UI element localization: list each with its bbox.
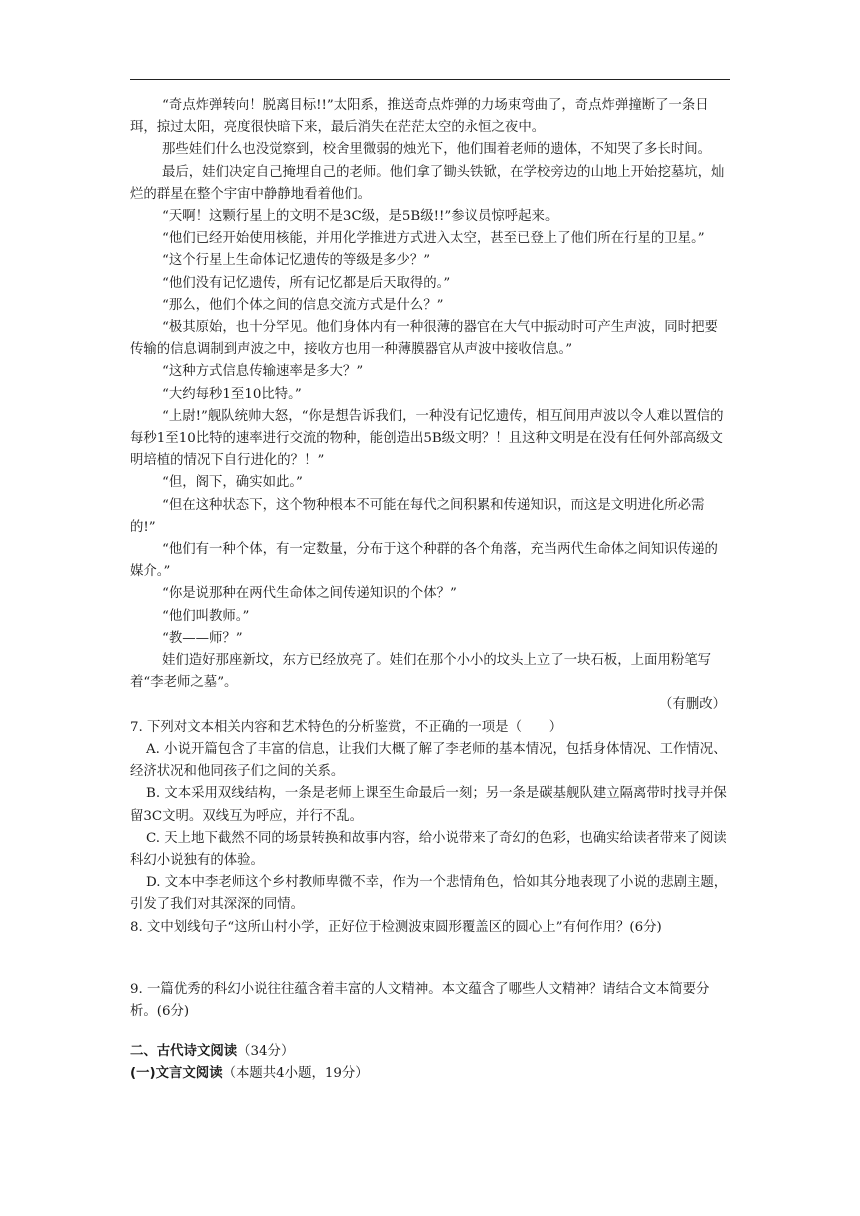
document-body bbox=[130, 95, 730, 1086]
section-title: 二、古代诗文阅读 bbox=[130, 1044, 238, 1060]
section-note: （34分） bbox=[237, 1044, 295, 1060]
subsection-title: (一)文言文阅读 bbox=[130, 1066, 223, 1082]
question-8: 8. 文中划线句子“这所山村小学，正好位于检测波束圆形覆盖区的圆心上”有何作用？(6分) bbox=[130, 919, 662, 935]
subsection-heading bbox=[130, 1063, 730, 1085]
option-b: B. 文本采用双线结构，一条是老师上课至生命最后一刻；另一条是碳基舰队建立隔离带时找寻并保留3C文明。双线互为呼应，并行不乱。 bbox=[130, 786, 727, 824]
story-paragraph: “但，阁下，确实如此。” bbox=[162, 475, 303, 491]
story-paragraph: “那么，他们个体之间的信息交流方式是什么？” bbox=[162, 297, 444, 313]
option-a: A. 小说开篇包含了丰富的信息，让我们大概了解了李老师的基本情况，包括身体情况、工作情况、经济状况和他同孩子们之间的关系。 bbox=[130, 741, 727, 780]
story-paragraph: “极其原始，也十分罕见。他们身体内有一种很薄的器官在大气中振动时可产生声波，同时把要传输的信息调制到声波之中，接收方也用一种薄膜器官从声波中接收信息。” bbox=[130, 320, 718, 358]
option-c: C. 天上地下截然不同的场景转换和故事内容，给小说带来了奇幻的色彩，也确实给读者带来了阅读科幻小说独有的体验。 bbox=[130, 830, 727, 868]
subsection-note: （本题共4小题，19分） bbox=[222, 1066, 369, 1082]
section-heading bbox=[130, 1041, 730, 1063]
story-paragraph: “这个行星上生命体记忆遗传的等级是多少？” bbox=[162, 253, 431, 269]
story-paragraph: “但在这种状态下，这个物种根本不可能在每代之间积累和传递知识，而这是文明进化所必需的!” bbox=[130, 497, 705, 535]
story-paragraph: “这种方式信息传输速率是多大？” bbox=[162, 364, 364, 380]
question-9: 9. 一篇优秀的科幻小说往往蕴含着丰富的人文精神。本文蕴含了哪些人文精神？请结合文本简要分析。(6分) bbox=[130, 981, 710, 1019]
story-paragraph: 那些娃们什么也没觉察到，校舍里微弱的烛光下，他们围着老师的遗体，不知哭了多长时间。 bbox=[162, 142, 712, 158]
story-paragraph: “奇点炸弹转向！脱离目标!!”太阳系，推送奇点炸弹的力场束弯曲了，奇点炸弹撞断了一条日珥，掠过太阳，亮度很快暗下来，最后消失在茫茫太空的永恒之夜中。 bbox=[130, 98, 709, 136]
story-text bbox=[130, 95, 730, 694]
answer-space bbox=[130, 939, 730, 979]
header-rule bbox=[130, 79, 730, 80]
story-paragraph: “你是说那种在两代生命体之间传递知识的个体？” bbox=[162, 586, 457, 602]
story-paragraph: “上尉!”舰队统帅大怒，“你是想告诉我们，一种没有记忆遗传，相互间用声波以令人难以置信的每秒1至10比特的速率进行交流的物种，能创造出5B级文明？！且这种文明是在没有任何外部高级文明培植的情况下自行进化的？！” bbox=[130, 408, 724, 469]
story-paragraph: 最后，娃们决定自己掩埋自己的老师。他们拿了锄头铁锨，在学校旁边的山地上开始挖墓坑，灿烂的群星在整个宇宙中静静地看着他们。 bbox=[130, 164, 725, 202]
question-stem: 7. 下列对文本相关内容和艺术特色的分析鉴赏，不正确的一项是（ ） bbox=[130, 719, 563, 735]
source-note: （有删改） bbox=[659, 697, 726, 713]
answer-space bbox=[130, 1023, 730, 1041]
story-paragraph: “大约每秒1至10比特。” bbox=[162, 386, 302, 402]
story-paragraph: 娃们造好那座新坟，东方已经放亮了。娃们在那个小小的坟头上立了一块石板，上面用粉笔写着“李老师之墓”。 bbox=[130, 653, 712, 691]
story-paragraph: “天啊！这颗行星上的文明不是3C级，是5B级!!”参议员惊呼起来。 bbox=[162, 209, 559, 225]
story-paragraph: “他们叫教师。” bbox=[162, 608, 250, 624]
story-paragraph: “教——师？” bbox=[162, 630, 243, 646]
story-paragraph: “他们没有记忆遗传，所有记忆都是后天取得的。” bbox=[162, 275, 451, 291]
story-paragraph: “他们有一种个体，有一定数量，分布于这个种群的各个角落，充当两代生命体之间知识传递的媒介。” bbox=[130, 542, 718, 580]
story-paragraph: “他们已经开始使用核能，并用化学推进方式进入太空，甚至已登上了他们所在行星的卫星。” bbox=[162, 231, 705, 247]
option-d: D. 文本中李老师这个乡村教师卑微不幸，作为一个悲情角色，恰如其分地表现了小说的悲剧主题，引发了我们对其深深的同情。 bbox=[130, 875, 728, 913]
question-7 bbox=[130, 717, 730, 917]
